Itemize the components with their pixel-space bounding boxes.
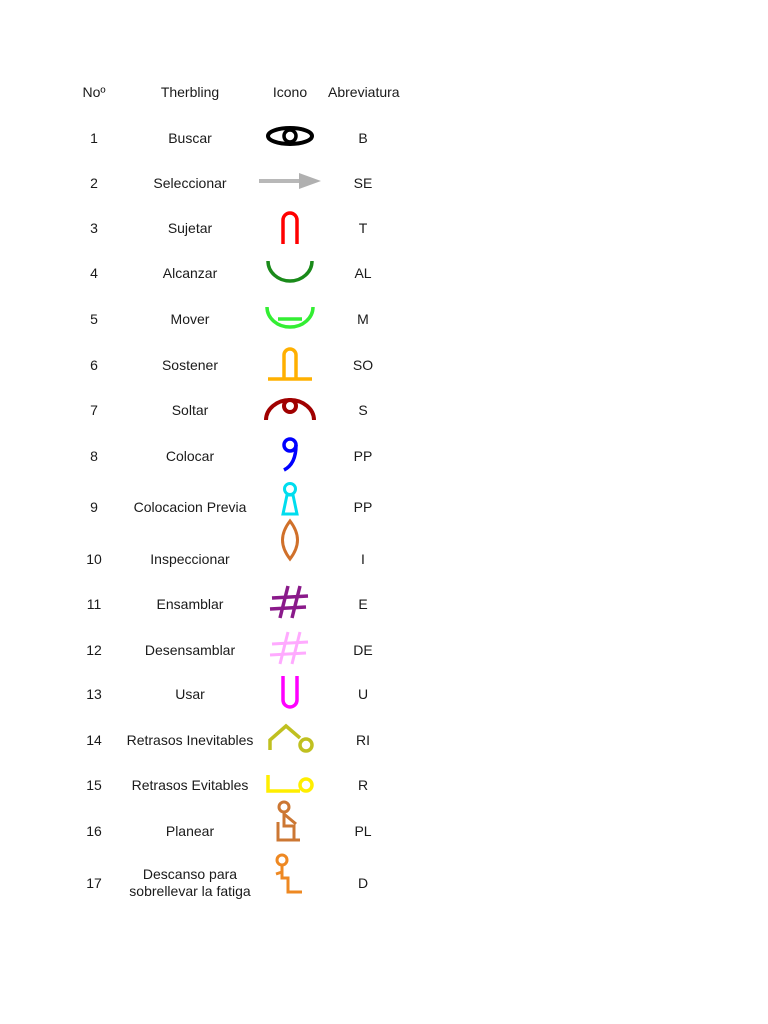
row-number: 17 — [86, 875, 102, 891]
row-therblig: Inspeccionar — [150, 551, 230, 567]
row-abbreviation: SO — [352, 357, 374, 373]
row-number: 15 — [86, 777, 102, 793]
row-therblig: Retrasos Evitables — [131, 777, 249, 793]
row-number: 16 — [86, 823, 102, 839]
row-therblig: Retrasos Inevitables — [126, 732, 254, 748]
row-therblig: Desensamblar — [144, 642, 236, 658]
sitting-figure-icon — [262, 852, 318, 896]
row-therblig: Alcanzar — [162, 265, 218, 281]
row-therblig: Descanso para sobrellevar la fatiga — [129, 866, 251, 899]
row-therblig: Usar — [175, 686, 205, 702]
row-number: 9 — [90, 499, 98, 515]
header-abreviatura: Abreviatura — [328, 84, 400, 100]
hash-icon — [262, 582, 318, 626]
row-abbreviation: M — [357, 311, 369, 327]
row-therblig: Mover — [170, 311, 210, 327]
row-number: 5 — [90, 311, 98, 327]
row-number: 6 — [90, 357, 98, 373]
header-no: Noº — [82, 84, 106, 100]
row-abbreviation: T — [358, 220, 368, 236]
row-number: 2 — [90, 175, 98, 191]
cup-with-bar-icon — [262, 297, 318, 341]
row-therblig: Colocacion Previa — [133, 499, 247, 515]
nine-icon — [262, 434, 318, 478]
row-number: 8 — [90, 448, 98, 464]
row-number: 1 — [90, 130, 98, 146]
dropped-eye-icon — [262, 388, 318, 432]
row-abbreviation: R — [357, 777, 369, 793]
row-abbreviation: PL — [354, 823, 372, 839]
row-therblig: Sostener — [161, 357, 219, 373]
row-number: 11 — [86, 596, 102, 612]
row-abbreviation: S — [358, 402, 368, 418]
u-icon — [262, 672, 318, 716]
row-abbreviation: PP — [353, 499, 373, 515]
magnet-on-base-icon — [262, 343, 318, 387]
row-number: 4 — [90, 265, 98, 281]
row-number: 13 — [86, 686, 102, 702]
row-abbreviation: U — [357, 686, 369, 702]
row-therblig: Ensamblar — [156, 596, 224, 612]
row-number: 10 — [86, 551, 102, 567]
row-number: 3 — [90, 220, 98, 236]
row-therblig: Sujetar — [167, 220, 213, 236]
header-icono: Icono — [272, 84, 308, 100]
row-number: 12 — [86, 642, 102, 658]
row-abbreviation: B — [358, 130, 368, 146]
row-therblig: Colocar — [165, 448, 215, 464]
row-abbreviation: D — [357, 875, 369, 891]
eye-icon — [262, 116, 318, 160]
thinking-figure-icon — [262, 800, 318, 844]
row-abbreviation: E — [358, 596, 368, 612]
header-therbling: Therbling — [160, 84, 220, 100]
row-abbreviation: AL — [354, 265, 372, 281]
row-number: 7 — [90, 402, 98, 418]
row-therblig: Buscar — [168, 130, 212, 146]
row-abbreviation: PP — [353, 448, 373, 464]
lens-icon — [262, 518, 318, 562]
inverted-u-icon — [262, 206, 318, 250]
arrow-icon — [262, 161, 318, 205]
row-abbreviation: RI — [356, 732, 370, 748]
row-therblig: Planear — [165, 823, 215, 839]
row-abbreviation: SE — [353, 175, 373, 191]
row-abbreviation: I — [361, 551, 365, 567]
row-abbreviation: DE — [353, 642, 373, 658]
cup-icon — [262, 251, 318, 295]
faded-hash-icon — [262, 628, 318, 672]
row-number: 14 — [86, 732, 102, 748]
row-therblig: Soltar — [171, 402, 209, 418]
roof-with-circle-icon — [262, 718, 318, 762]
row-therblig: Seleccionar — [153, 175, 227, 191]
